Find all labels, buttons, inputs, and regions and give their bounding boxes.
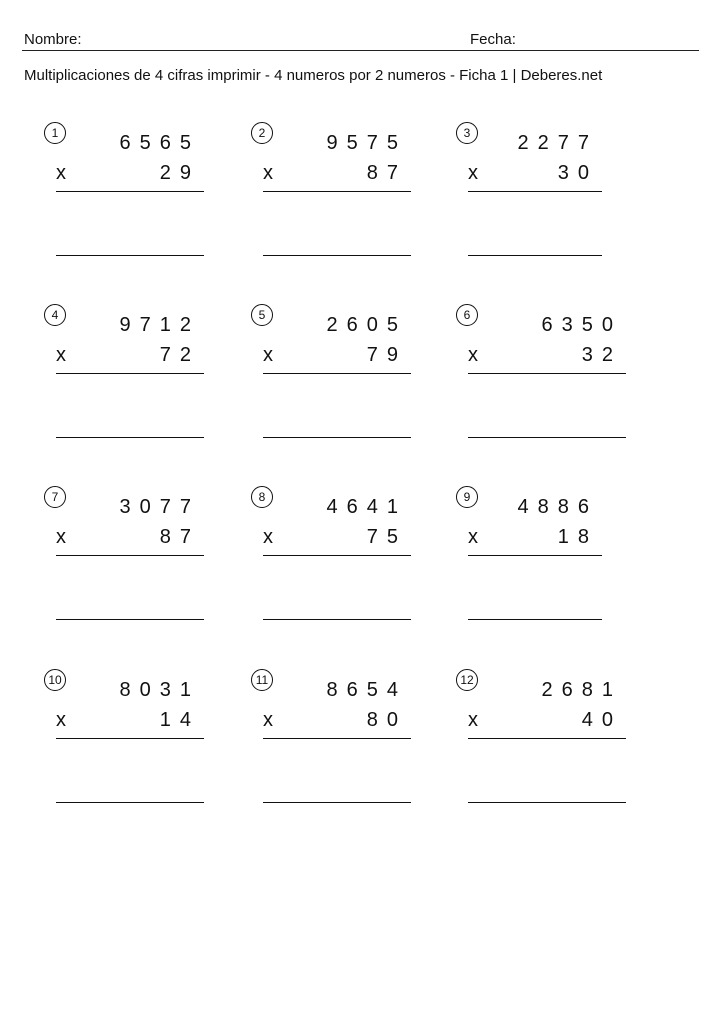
- multiplier: 32: [581, 344, 622, 366]
- times-symbol: x: [263, 162, 273, 184]
- answer-line: [263, 619, 411, 620]
- problem-2: [251, 122, 411, 262]
- multiplicand: 6565: [119, 132, 200, 154]
- problem-number: 6: [456, 304, 478, 326]
- multiplier: 72: [159, 344, 200, 366]
- times-symbol: x: [263, 709, 273, 731]
- product-line: [263, 555, 411, 556]
- answer-line: [263, 802, 411, 803]
- multiplier: 14: [159, 709, 200, 731]
- product-line: [56, 555, 204, 556]
- product-line: [468, 373, 626, 374]
- problem-8: [251, 486, 411, 626]
- problem-5: [251, 304, 411, 444]
- multiplicand: 2605: [326, 314, 407, 336]
- multiplicand: 4886: [517, 496, 598, 518]
- problem-4: [44, 304, 204, 444]
- multiplicand: 2681: [541, 679, 622, 701]
- product-line: [263, 738, 411, 739]
- times-symbol: x: [263, 526, 273, 548]
- date-label: Fecha:: [470, 31, 516, 48]
- times-symbol: x: [468, 344, 478, 366]
- multiplier: 30: [557, 162, 598, 184]
- problem-number: 10: [44, 669, 66, 691]
- header-divider: [22, 50, 699, 51]
- answer-line: [56, 619, 204, 620]
- multiplier: 18: [557, 526, 598, 548]
- product-line: [56, 191, 204, 192]
- times-symbol: x: [468, 526, 478, 548]
- multiplicand: 2277: [517, 132, 598, 154]
- times-symbol: x: [468, 162, 478, 184]
- product-line: [468, 738, 626, 739]
- answer-line: [56, 255, 204, 256]
- problem-12: [456, 669, 626, 809]
- answer-line: [56, 437, 204, 438]
- name-label: Nombre:: [24, 31, 82, 48]
- worksheet-title: Multiplicaciones de 4 cifras imprimir - 4 numeros por 2 numeros - Ficha 1 | Deberes.net: [24, 67, 603, 84]
- times-symbol: x: [56, 526, 66, 548]
- times-symbol: x: [56, 162, 66, 184]
- multiplier: 40: [581, 709, 622, 731]
- problem-number: 8: [251, 486, 273, 508]
- problem-3: [456, 122, 602, 262]
- problem-number: 9: [456, 486, 478, 508]
- multiplier: 75: [366, 526, 407, 548]
- product-line: [263, 191, 411, 192]
- product-line: [56, 373, 204, 374]
- problem-number: 7: [44, 486, 66, 508]
- answer-line: [468, 255, 602, 256]
- multiplier: 29: [159, 162, 200, 184]
- multiplicand: 8031: [119, 679, 200, 701]
- problem-number: 5: [251, 304, 273, 326]
- multiplicand: 9712: [119, 314, 200, 336]
- times-symbol: x: [56, 709, 66, 731]
- answer-line: [263, 255, 411, 256]
- product-line: [263, 373, 411, 374]
- multiplier: 87: [159, 526, 200, 548]
- product-line: [468, 555, 602, 556]
- problem-number: 11: [251, 669, 273, 691]
- multiplicand: 8654: [326, 679, 407, 701]
- problem-9: [456, 486, 602, 626]
- answer-line: [468, 619, 602, 620]
- problem-6: [456, 304, 626, 444]
- answer-line: [263, 437, 411, 438]
- multiplier: 79: [366, 344, 407, 366]
- times-symbol: x: [56, 344, 66, 366]
- multiplier: 80: [366, 709, 407, 731]
- problem-number: 12: [456, 669, 478, 691]
- multiplicand: 3077: [119, 496, 200, 518]
- product-line: [56, 738, 204, 739]
- multiplicand: 9575: [326, 132, 407, 154]
- multiplicand: 4641: [326, 496, 407, 518]
- times-symbol: x: [263, 344, 273, 366]
- answer-line: [56, 802, 204, 803]
- problem-7: [44, 486, 204, 626]
- problem-number: 4: [44, 304, 66, 326]
- problem-1: [44, 122, 204, 262]
- problem-number: 1: [44, 122, 66, 144]
- answer-line: [468, 437, 626, 438]
- product-line: [468, 191, 602, 192]
- answer-line: [468, 802, 626, 803]
- times-symbol: x: [468, 709, 478, 731]
- problem-10: [44, 669, 204, 809]
- problem-11: [251, 669, 411, 809]
- multiplier: 87: [366, 162, 407, 184]
- multiplicand: 6350: [541, 314, 622, 336]
- problem-number: 3: [456, 122, 478, 144]
- problem-number: 2: [251, 122, 273, 144]
